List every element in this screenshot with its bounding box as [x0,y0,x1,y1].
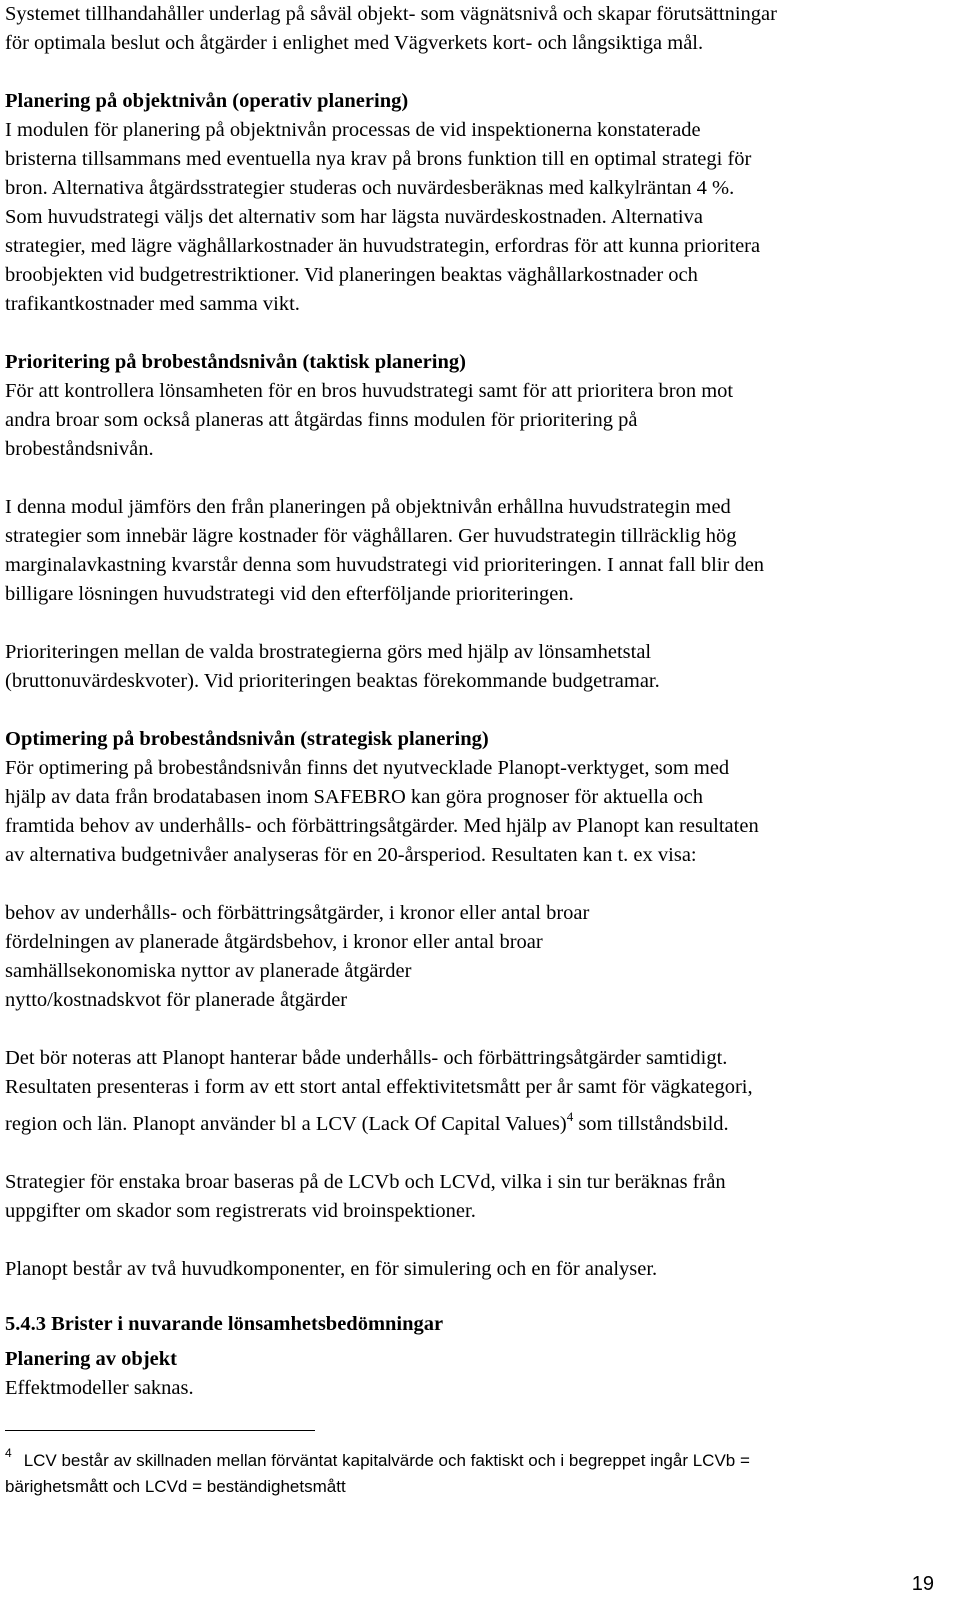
footnote [5,1440,935,1500]
list-item: behov av underhålls- och förbättringsåtgärder, i kronor eller antal broar [5,902,590,924]
prioritization-paragraph-3 [5,638,945,696]
text-line: Som huvudstrategi väljs det alternativ som har lägsta nuvärdeskostnaden. Alternativa [5,206,703,228]
text-line: brobeståndsnivån. [5,438,154,460]
footnote-reference: 4 [566,1109,574,1124]
results-list [5,899,945,1015]
footnote-divider [5,1430,315,1431]
optimization-paragraph-3 [5,1168,945,1226]
text-line: hjälp av data från brodatabasen inom SAFEBRO kan göra prognoser för aktuella och [5,786,703,808]
text-line: uppgifter om skador som registrerats vid broinspektioner. [5,1200,476,1222]
optimization-paragraph-4: Planopt består av två huvudkomponenter, en för simulering och en för analyser. [5,1258,658,1280]
text-line: I modulen för planering på objektnivån processas de vid inspektionerna konstaterade [5,119,701,141]
text-line: billigare lösningen huvudstrategi vid den efterföljande prioriteringen. [5,583,574,605]
gaps-text: Effektmodeller saknas. [5,1377,194,1399]
footnote-mark: 4 [5,1446,12,1460]
prioritization-paragraph-1 [5,377,945,464]
optimization-paragraph-1 [5,754,945,870]
optimization-paragraph-2 [5,1044,945,1139]
page-number: 19 [911,1573,934,1595]
text-line: Det bör noteras att Planopt hanterar både underhålls- och förbättringsåtgärder samtidigt. [5,1047,728,1069]
text-line: För optimering på brobeståndsnivån finns det nyutvecklade Planopt-verktyget, som med [5,757,730,779]
section-heading-object-level: Planering på objektnivån (operativ planering) [5,90,409,112]
text-line: av alternativa budgetnivåer analyseras för en 20-årsperiod. Resultaten kan t. ex visa: [5,844,697,866]
text-line: Resultaten presenteras i form av ett stort antal effektivitetsmått per år samt för vägkategori, [5,1076,753,1098]
section-heading-prioritization: Prioritering på brobeståndsnivån (taktisk planering) [5,351,466,373]
text-line: trafikantkostnader med samma vikt. [5,293,300,315]
subheading-object-planning: Planering av objekt [5,1348,177,1370]
section-heading-optimization: Optimering på brobeståndsnivån (strategisk planering) [5,728,489,750]
intro-paragraph [5,0,945,58]
text-line: I denna modul jämförs den från planeringen på objektnivån erhållna huvudstrategin med [5,496,731,518]
section-heading-gaps: 5.4.3 Brister i nuvarande lönsamhetsbedömningar [5,1313,444,1335]
text-line: för optimala beslut och åtgärder i enlighet med Vägverkets kort- och långsiktiga mål. [5,32,704,54]
text-line: bristerna tillsammans med eventuella nya krav på brons funktion till en optimal strategi för [5,148,752,170]
text-line: marginalavkastning kvarstår denna som huvudstrategi vid prioriteringen. I annat fall blir den [5,554,765,576]
document-page [5,0,945,1403]
text-line: strategier, med lägre väghållarkostnader än huvudstrategin, erfordras för att kunna prioritera [5,235,761,257]
text-line: bron. Alternativa åtgärdsstrategier studeras och nuvärdesberäknas med kalkylräntan 4 %. [5,177,735,199]
text-line: För att kontrollera lönsamheten för en bros huvudstrategi samt för att prioritera bron mot [5,380,734,402]
list-item: fördelningen av planerade åtgärdsbehov, i kronor eller antal broar [5,931,543,953]
object-level-paragraph [5,116,945,319]
text-line: broobjekten vid budgetrestriktioner. Vid planeringen beaktas väghållarkostnader och [5,264,698,286]
list-item: samhällsekonomiska nyttor av planerade åtgärder [5,960,412,982]
text-line: region och län. Planopt använder bl a LCV (Lack Of Capital Values) [5,1113,567,1135]
list-item: nytto/kostnadskvot för planerade åtgärder [5,989,348,1011]
text-line: andra broar som också planeras att åtgärdas finns modulen för prioritering på [5,409,638,431]
prioritization-paragraph-2 [5,493,945,609]
text-line: som tillståndsbild. [573,1113,729,1135]
footnote-line: LCV består av skillnaden mellan förväntat kapitalvärde och faktiskt och i begreppet ingår LCVb = [23,1451,750,1470]
text-line: Prioriteringen mellan de valda brostrategierna görs med hjälp av lönsamhetstal [5,641,652,663]
text-line: strategier som innebär lägre kostnader för väghållaren. Ger huvudstrategin tillräcklig hög [5,525,737,547]
footnote-line: bärighetsmått och LCVd = beständighetsmått [5,1477,346,1496]
text-line: Strategier för enstaka broar baseras på de LCVb och LCVd, vilka i sin tur beräknas från [5,1171,726,1193]
text-line: Systemet tillhandahåller underlag på såväl objekt- som vägnätsnivå och skapar förutsättningar [5,3,777,25]
text-line: (bruttonuvärdeskvoter). Vid prioriteringen beaktas förekommande budgetramar. [5,670,660,692]
text-line: framtida behov av underhålls- och förbättringsåtgärder. Med hjälp av Planopt kan resultaten [5,815,759,837]
